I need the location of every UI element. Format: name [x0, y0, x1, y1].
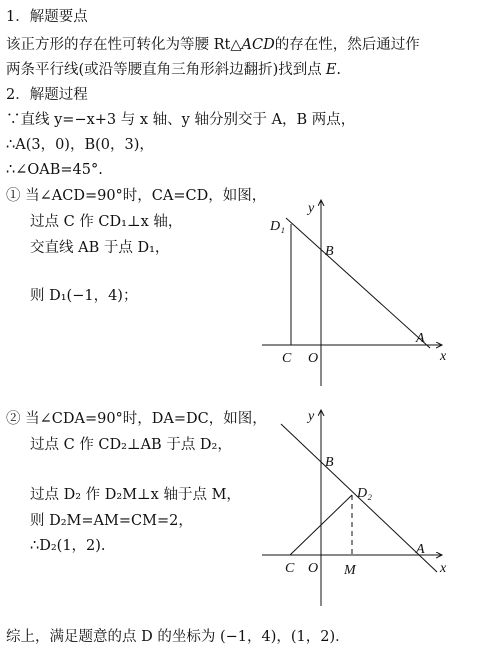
- case1-line1: ① 当∠ACD=90°时，CA=CD，如图，: [6, 188, 267, 204]
- triangle-name: ACD: [241, 37, 275, 53]
- case2-line3: 过点 D₂ 作 D₂M⊥x 轴于点 M，: [30, 487, 241, 503]
- fig1-label-o: O: [308, 351, 319, 366]
- case2-line1: ② 当∠CDA=90°时，DA=DC，如图，: [6, 411, 267, 427]
- case1-line3: 交直线 AB 于点 D₁，: [30, 240, 170, 256]
- figure-case1: [262, 200, 447, 386]
- fig1-label-b: B: [325, 244, 334, 259]
- fig2-label-y: y: [308, 409, 315, 424]
- fig1-label-y: y: [308, 201, 315, 216]
- fig1-label-a: A: [416, 331, 425, 346]
- key-point-text-c: 两条平行线(或沿等腰直角三角形斜边翻折)找到点: [6, 62, 322, 78]
- fig1-label-x: x: [440, 349, 447, 364]
- fig1-line-ab: [286, 218, 430, 348]
- fig2-label-a: A: [416, 542, 425, 557]
- case1-line4: 则 D₁(−1，4)；: [30, 288, 138, 304]
- figure-case2: [262, 409, 447, 606]
- solution-line3: ∴∠OAB=45°.: [6, 162, 103, 178]
- key-point-text-b: 的存在性，然后通过作: [274, 37, 420, 53]
- summary-line: 综上，满足题意的点 D 的坐标为 (−1，4)，(1，2)．: [6, 629, 350, 645]
- fig2-label-x: x: [440, 561, 447, 576]
- heading-key-points: 1．解题要点: [6, 9, 88, 25]
- fig1-label-c: C: [282, 351, 292, 366]
- case1-line2: 过点 C 作 CD₁⊥x 轴，: [30, 214, 183, 230]
- fig2-label-b: B: [325, 455, 334, 470]
- fig2-label-m: M: [344, 563, 356, 578]
- case2-line5: ∴D₂(1，2).: [30, 538, 106, 554]
- key-point-text-a: 该正方形的存在性可转化为等腰 Rt△: [6, 37, 242, 53]
- key-point-text-d: .: [336, 62, 342, 78]
- heading-solution: 2．解题过程: [6, 87, 88, 103]
- case2-line2: 过点 C 作 CD₂⊥AB 于点 D₂，: [30, 437, 232, 453]
- solution-line1: ∵直线 y=−x+3 与 x 轴、y 轴分别交于 A，B 两点，: [6, 112, 356, 128]
- point-e-label: E: [325, 62, 337, 78]
- solution-line2: ∴A(3，0)，B(0，3)，: [6, 137, 154, 153]
- fig2-label-c: C: [285, 561, 295, 576]
- fig2-label-o: O: [308, 561, 319, 576]
- fig2-label-d2: D₂: [357, 486, 372, 501]
- fig1-label-d1: D₁: [270, 219, 285, 234]
- case2-line4: 则 D₂M=AM=CM=2，: [30, 513, 193, 529]
